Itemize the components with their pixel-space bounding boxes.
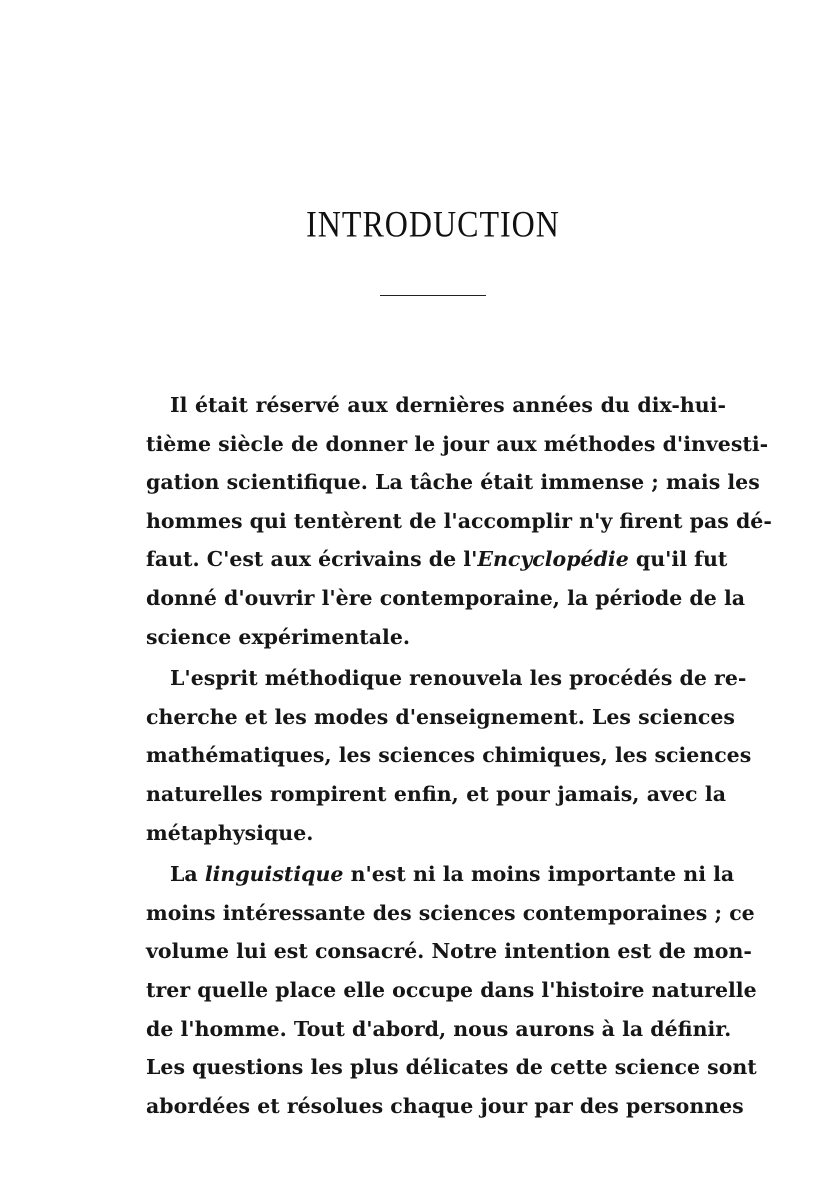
paragraph-1 <box>146 386 772 656</box>
text-line: moins intéressante des sciences contemporaines ; ce <box>146 900 755 925</box>
text-line <box>146 540 726 579</box>
text-line: Les questions les plus délicates de cette science sont <box>146 1055 757 1080</box>
text-segment: qu'il fut <box>628 547 728 572</box>
text-line: hommes qui tentèrent de l'accomplir n'y firent pas dé- <box>146 508 772 533</box>
paragraph-3 <box>146 855 757 1125</box>
text-line: volume lui est consacré. Notre intention est de mon- <box>146 939 752 964</box>
text-segment: faut. C'est aux écrivains de <box>146 547 464 572</box>
text-line: naturelles rompirent enfin, et pour jamais, avec la <box>146 781 726 806</box>
paragraph-2 <box>146 659 752 852</box>
text-line: donné d'ouvrir l'ère contemporaine, la période de la <box>146 585 746 610</box>
text-segment: n'est ni la moins importante ni la <box>343 862 735 887</box>
italic-title-encyclopedie: Encyclopédie <box>477 547 629 572</box>
text-line: métaphysique. <box>146 820 314 845</box>
text-line: gation scientifique. La tâche était immense ; mais les <box>146 470 760 495</box>
page-title: INTRODUCTION <box>306 203 560 245</box>
text-line: Il était réservé aux dernières années du dix-hui- <box>170 393 726 417</box>
text-segment: La <box>170 862 205 887</box>
text-line: cherche et les modes d'enseignement. Les sciences <box>146 704 735 729</box>
text-line: L'esprit méthodique renouvela les procédés de re- <box>170 666 747 691</box>
text-line: mathématiques, les sciences chimiques, les sciences <box>146 743 752 768</box>
text-line: abordées et résolues chaque jour par des personnes <box>146 1093 744 1118</box>
text-line: science expérimentale. <box>146 624 411 649</box>
text-line: tième siècle de donner le jour aux méthodes d'investi- <box>146 431 769 456</box>
text-line: trer quelle place elle occupe dans l'histoire naturelle <box>146 977 757 1002</box>
title-divider <box>380 295 486 296</box>
text-line <box>146 855 735 894</box>
italic-term-linguistique: linguistique <box>204 862 344 887</box>
body-text <box>146 386 772 1125</box>
text-segment: l' <box>463 547 478 572</box>
text-line: de l'homme. Tout d'abord, nous aurons à la définir. <box>146 1016 732 1041</box>
